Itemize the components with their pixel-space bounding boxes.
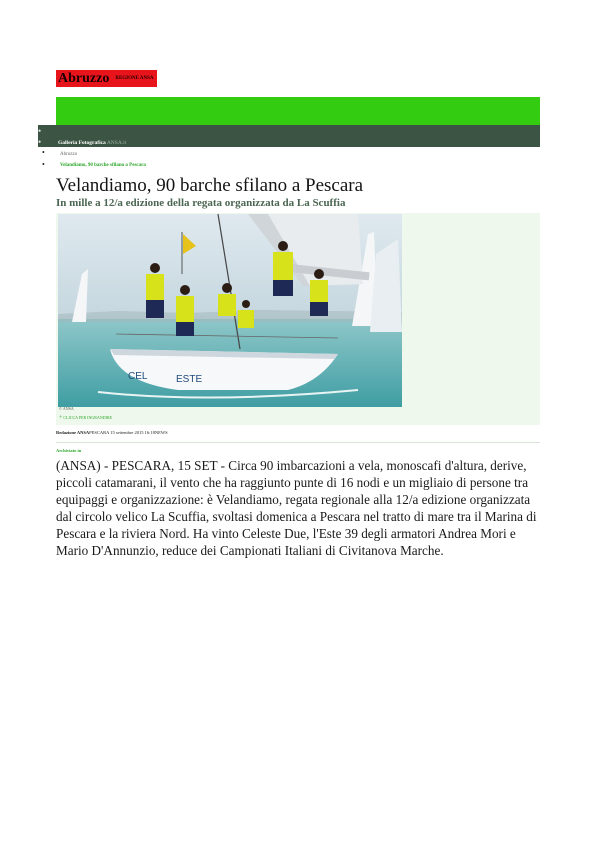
divider: [56, 442, 540, 443]
meta-suffix: NEWS: [154, 430, 168, 435]
brand-logo[interactable]: [56, 70, 157, 87]
photo-container: [56, 213, 540, 425]
bullet-icon: •: [38, 137, 42, 147]
enlarge-photo-label: CLICCA PER INGRANDIRE: [63, 415, 113, 420]
article-title: Velandiamo, 90 barche sfilano a Pescara: [56, 175, 364, 196]
meta-label: Redazione ANSA: [56, 430, 90, 435]
nav-link-label: Galleria Fotografica: [58, 140, 106, 146]
enlarge-photo-link[interactable]: [59, 415, 112, 421]
bullet-icon: •: [38, 126, 42, 136]
svg-text:ESTE: ESTE: [176, 374, 203, 385]
archived-label: Archiviato in: [56, 448, 82, 453]
svg-text:CEL: CEL: [128, 371, 148, 382]
photo-sailboat[interactable]: [58, 214, 402, 407]
photo-credit: © ANSA: [59, 406, 74, 411]
brand-subtitle: REGIONE ANSA: [115, 76, 154, 81]
meta-text: PESCARA 15 settembre 2015 16:18: [89, 430, 155, 435]
bullet-icon: •: [42, 160, 45, 169]
breadcrumb: [38, 149, 338, 173]
header-banner: [56, 97, 540, 125]
nav-bar: [38, 125, 540, 147]
breadcrumb-item-region[interactable]: Abruzzo: [60, 152, 78, 157]
bullet-icon: •: [42, 148, 45, 157]
nav-link-gallery[interactable]: [58, 140, 126, 146]
plus-icon: +: [59, 415, 63, 421]
brand-name: Abruzzo: [58, 70, 110, 86]
article-meta: [56, 430, 168, 435]
article-body: (ANSA) - PESCARA, 15 SET - Circa 90 imbarcazioni a vela, monoscafi d'altura, derive, piccoli catamarani, il vento che ha raggiunto punte di 16 nodi e un migliaio di persone tra equipaggi e organizzazione: è Velandiamo, regata regionale alla 12/a edizione organizzata dal circolo velico La Scuffia, svoltasi domenica a Pescara nel tratto di mare tra il Marina di Pescara e la riviera Nord. Ha vinto Celeste Due, l'Este 39 degli armatori Andrea Mori e Mario D'Annunzio, reduce dei Campionati Italiani di Civitanova Marche.: [56, 458, 537, 558]
article-subtitle: In mille a 12/a edizione della regata organizzata da La Scuffia: [56, 197, 346, 209]
breadcrumb-item-current: Velandiamo, 90 barche sfilano a Pescara: [60, 163, 146, 168]
nav-link-sub: ANSA.it: [106, 140, 127, 146]
